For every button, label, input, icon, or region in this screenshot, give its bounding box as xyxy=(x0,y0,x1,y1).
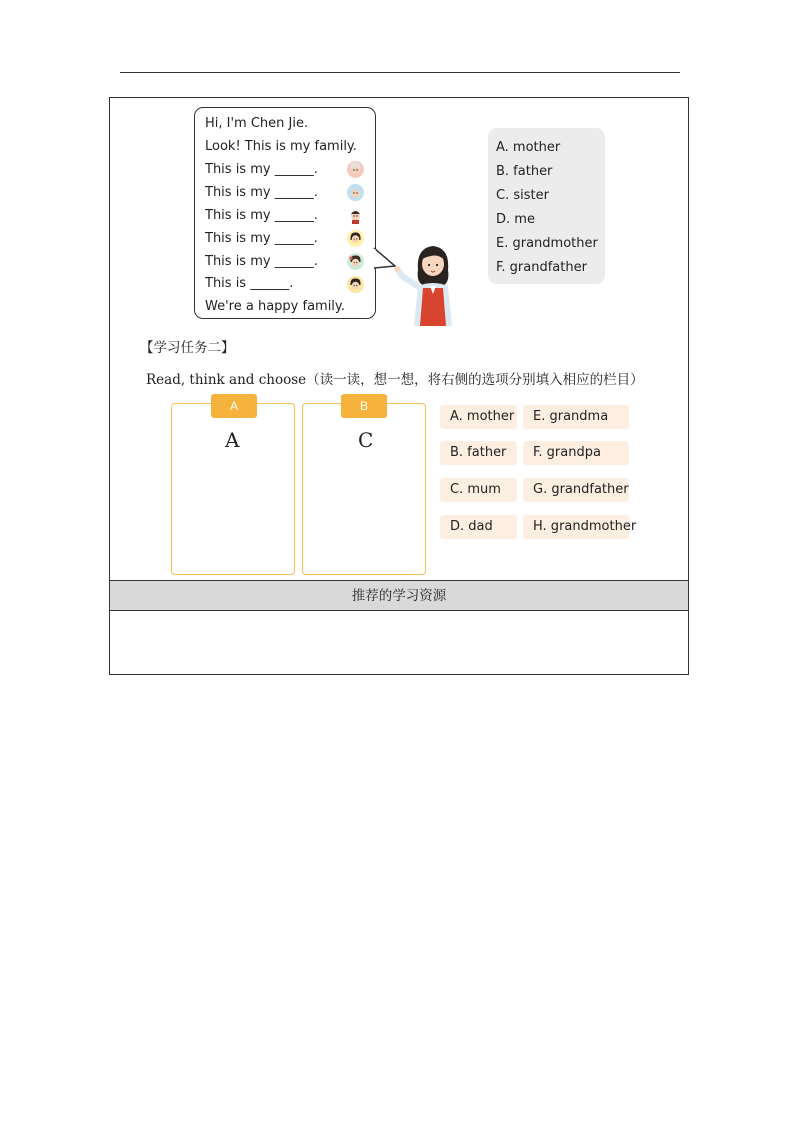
option-f: F. grandfather xyxy=(496,260,587,275)
bubble-line-blank-5: This is my ______. xyxy=(205,254,318,269)
option-d: D. me xyxy=(496,212,535,227)
bubble-line-blank-3: This is my ______. xyxy=(205,208,318,223)
option-a: A. mother xyxy=(496,140,561,155)
bubble-line-blank-1: This is my ______. xyxy=(205,162,318,177)
bubble-line-greeting: Hi, I'm Chen Jie. xyxy=(205,116,309,131)
top-rule xyxy=(120,72,680,73)
recommended-resources-header: 推荐的学习资源 xyxy=(110,580,688,611)
column-answer-b: C xyxy=(358,428,374,452)
grandpa-avatar-icon xyxy=(347,184,364,201)
chip-dad[interactable]: D. dad xyxy=(440,515,517,539)
bubble-line-blank-4: This is my ______. xyxy=(205,231,318,246)
column-tag-a: A xyxy=(211,394,257,418)
chip-mum[interactable]: C. mum xyxy=(440,478,517,502)
bubble-line-look: Look! This is my family. xyxy=(205,139,357,154)
option-b: B. father xyxy=(496,164,553,179)
chip-grandfather[interactable]: G. grandfather xyxy=(523,478,629,502)
grandma-avatar-icon xyxy=(347,161,364,178)
task-two-instruction: Read, think and choose（读一读，想一想，将右侧的选项分别填入相应的栏目） xyxy=(146,372,644,388)
bubble-line-blank-2: This is my ______. xyxy=(205,185,318,200)
chip-grandma[interactable]: E. grandma xyxy=(523,405,629,429)
chip-grandmother[interactable]: H. grandmother xyxy=(523,515,629,539)
bubble-line-happy: We're a happy family. xyxy=(205,299,345,314)
chen-jie-illustration xyxy=(388,240,458,326)
column-answer-a: A xyxy=(225,428,240,452)
bubble-line-blank-6: This is ______. xyxy=(205,276,294,291)
chip-grandpa[interactable]: F. grandpa xyxy=(523,441,629,465)
option-e: E. grandmother xyxy=(496,236,598,251)
sister-avatar-icon xyxy=(347,253,364,270)
mother-avatar-icon xyxy=(347,230,364,247)
column-tag-b: B xyxy=(341,394,387,418)
chip-father[interactable]: B. father xyxy=(440,441,517,465)
chip-mother[interactable]: A. mother xyxy=(440,405,517,429)
father-avatar-icon xyxy=(347,207,364,224)
option-c: C. sister xyxy=(496,188,549,203)
task-two-title: 【学习任务二】 xyxy=(140,340,235,356)
me-avatar-icon xyxy=(347,276,364,293)
